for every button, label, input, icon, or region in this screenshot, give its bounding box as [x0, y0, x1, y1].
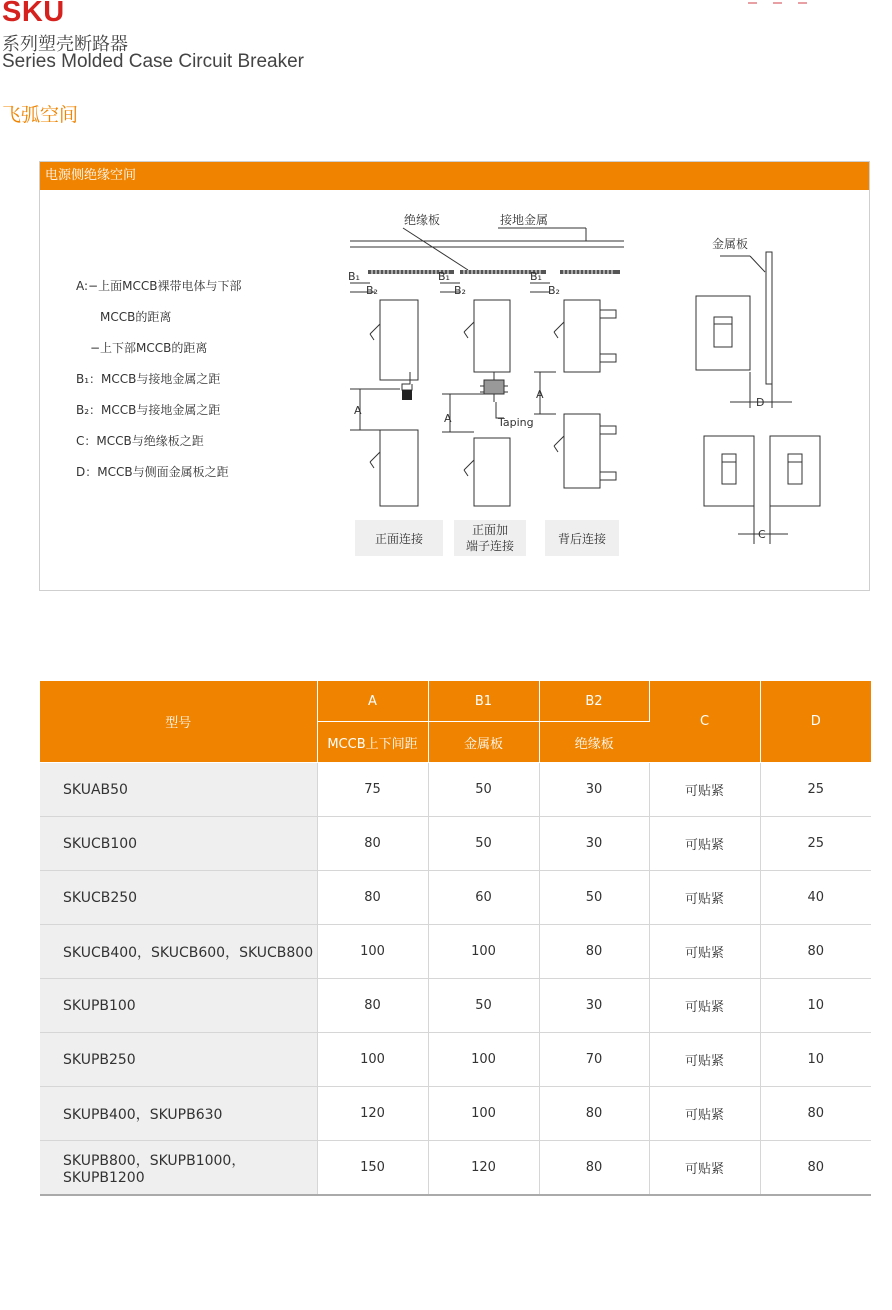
label-ground-metal: 接地金属 — [500, 213, 549, 227]
breaker-top-back — [564, 300, 600, 372]
cell-model: SKUPB100 — [40, 979, 317, 1033]
cell-model: SKUPB800，SKUPB1000，SKUPB1200 — [40, 1141, 317, 1196]
table-row — [40, 925, 871, 979]
dim-b1-mid: B₁ — [438, 270, 450, 283]
legend-item-a-cont: MCCB的距离 — [100, 310, 172, 324]
table-row — [40, 817, 871, 871]
header-model: 型号 — [40, 681, 317, 763]
table-row — [40, 763, 871, 817]
series-title-cn: 系列塑壳断路器 — [2, 34, 128, 55]
cell-d: 80 — [760, 1141, 871, 1196]
breaker-top-terminal — [474, 300, 510, 372]
legend-item-d: D：MCCB与侧面金属板之距 — [76, 465, 229, 479]
cell-d: 40 — [760, 871, 871, 925]
legend-item-c: C：MCCB与绝缘板之距 — [76, 434, 204, 448]
legend-item-b1: B₁：MCCB与接地金属之距 — [76, 372, 221, 386]
dim-d: D — [756, 396, 765, 409]
cell-a: 150 — [317, 1141, 428, 1196]
cell-a: 120 — [317, 1087, 428, 1141]
cell-c: 可贴紧 — [649, 817, 760, 871]
dim-b1-right: B₁ — [530, 270, 542, 283]
dim-b2-right: B₂ — [548, 284, 560, 297]
decorative-dots — [748, 2, 823, 21]
cell-model: SKUAB50 — [40, 763, 317, 817]
section-title: 飞弧空间 — [2, 104, 79, 126]
taping-label: Taping — [498, 416, 534, 429]
table-row — [40, 1033, 871, 1087]
clearance-table — [40, 681, 871, 1196]
caption-back: 背后连接 — [557, 532, 607, 546]
cell-b1: 100 — [428, 1033, 539, 1087]
cell-model: SKUCB400，SKUCB600，SKUCB800 — [40, 925, 317, 979]
dim-b1-left: B₁ — [348, 270, 360, 283]
table-row — [40, 871, 871, 925]
header-a: A — [317, 681, 428, 722]
cell-c: 可贴紧 — [649, 1033, 760, 1087]
cell-d: 10 — [760, 979, 871, 1033]
dim-c: C — [758, 528, 766, 541]
cell-c: 可贴紧 — [649, 1087, 760, 1141]
metal-side-plate — [766, 252, 772, 384]
breaker-top-front — [380, 300, 418, 380]
header-a-sub: MCCB上下间距 — [317, 722, 428, 763]
cell-b1: 100 — [428, 925, 539, 979]
breaker-bottom-back — [564, 414, 600, 488]
cell-d: 80 — [760, 1087, 871, 1141]
breaker-bottom-front — [380, 430, 418, 506]
cell-d: 80 — [760, 925, 871, 979]
cell-model: SKUPB400，SKUPB630 — [40, 1087, 317, 1141]
dim-b2-mid: B₂ — [454, 284, 466, 297]
cell-b1: 50 — [428, 817, 539, 871]
cell-d: 10 — [760, 1033, 871, 1087]
legend-item-a-cont2: −上下部MCCB的距离 — [90, 341, 208, 355]
caption-front: 正面连接 — [374, 532, 424, 546]
table-row — [40, 1087, 871, 1141]
cell-b2: 30 — [539, 979, 649, 1033]
cell-b1: 50 — [428, 763, 539, 817]
insulation-space-panel — [39, 161, 870, 591]
cell-b2: 80 — [539, 1087, 649, 1141]
cell-a: 100 — [317, 1033, 428, 1087]
series-title-en: Series Molded Case Circuit Breaker — [2, 51, 305, 72]
cell-a: 100 — [317, 925, 428, 979]
table-row — [40, 979, 871, 1033]
terminal-block-icon — [402, 390, 412, 400]
label-metal-plate: 金属板 — [712, 237, 749, 251]
cell-b1: 60 — [428, 871, 539, 925]
cell-a: 80 — [317, 871, 428, 925]
cell-c: 可贴紧 — [649, 1141, 760, 1196]
cell-c: 可贴紧 — [649, 979, 760, 1033]
header-b2: B2 — [539, 681, 649, 722]
dim-b2-left: B₂ — [366, 284, 378, 297]
cell-b2: 30 — [539, 763, 649, 817]
brand-logo: SKU — [2, 0, 65, 28]
cell-b2: 30 — [539, 817, 649, 871]
header-b1-sub: 金属板 — [428, 722, 539, 763]
cell-model: SKUCB100 — [40, 817, 317, 871]
header-b2-sub: 绝缘板 — [539, 722, 649, 763]
header-c: C — [649, 681, 760, 763]
cell-model: SKUPB250 — [40, 1033, 317, 1087]
label-insulation-plate: 绝缘板 — [404, 213, 441, 227]
cell-a: 80 — [317, 979, 428, 1033]
cell-b1: 50 — [428, 979, 539, 1033]
table-row — [40, 1141, 871, 1196]
header-b1: B1 — [428, 681, 539, 722]
caption-front-terminal-1: 正面加 — [471, 523, 509, 537]
cell-d: 25 — [760, 763, 871, 817]
cell-b2: 80 — [539, 1141, 649, 1196]
dim-a-col1: A — [354, 404, 362, 417]
taping-bolt-icon — [484, 380, 504, 394]
panel-title: 电源侧绝缘空间 — [40, 162, 869, 190]
cell-a: 80 — [317, 817, 428, 871]
breaker-bottom-terminal — [474, 438, 510, 506]
cell-b2: 50 — [539, 871, 649, 925]
dim-a-col3: A — [536, 388, 544, 401]
dim-a-col2: A — [444, 412, 452, 425]
cell-c: 可贴紧 — [649, 763, 760, 817]
cell-c: 可贴紧 — [649, 871, 760, 925]
cell-b2: 70 — [539, 1033, 649, 1087]
header-d: D — [760, 681, 871, 763]
legend-item-a: A:−上面MCCB裸带电体与下部 — [76, 279, 242, 293]
cell-b2: 80 — [539, 925, 649, 979]
cell-b1: 120 — [428, 1141, 539, 1196]
caption-front-terminal-2: 端子连接 — [465, 539, 515, 553]
cell-b1: 100 — [428, 1087, 539, 1141]
cell-model: SKUCB250 — [40, 871, 317, 925]
cell-c: 可贴紧 — [649, 925, 760, 979]
legend-item-b2: B₂：MCCB与接地金属之距 — [76, 403, 221, 417]
clearance-diagram — [40, 162, 869, 590]
cell-a: 75 — [317, 763, 428, 817]
cell-d: 25 — [760, 817, 871, 871]
